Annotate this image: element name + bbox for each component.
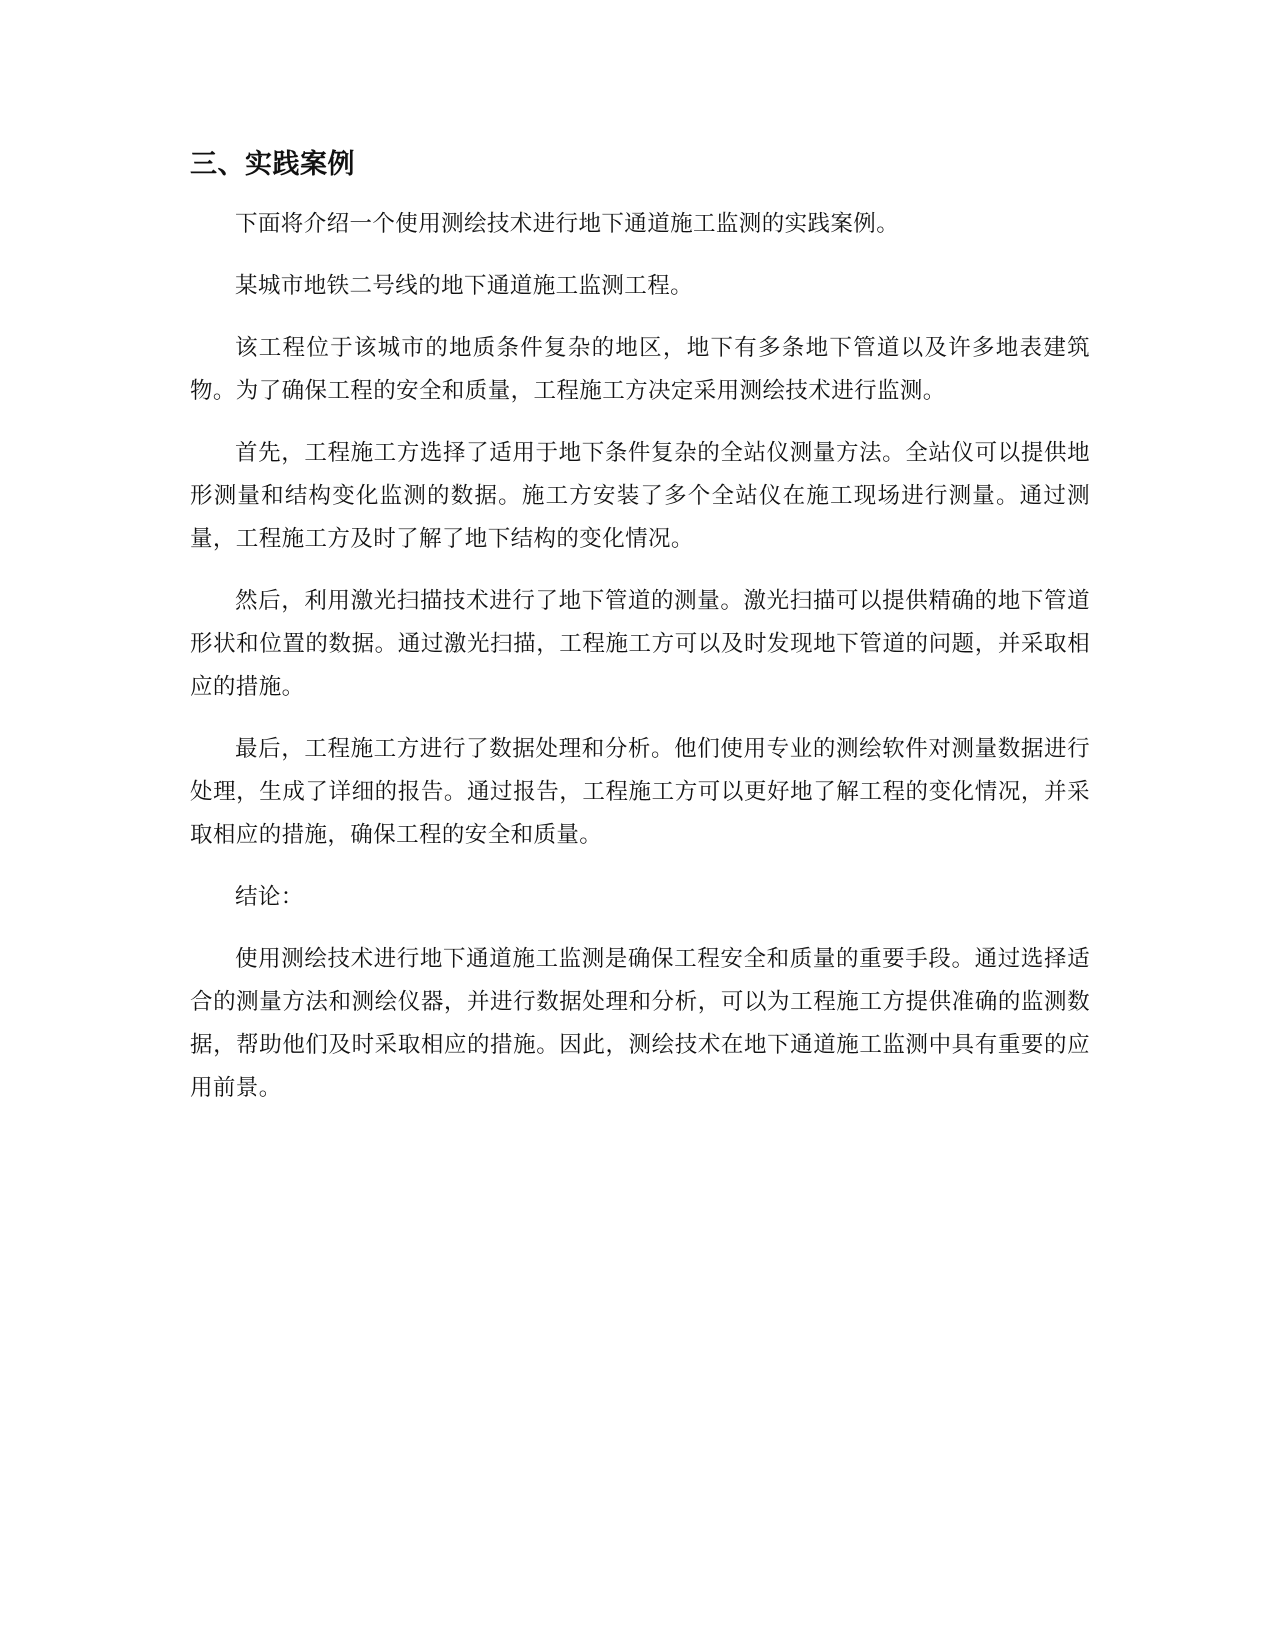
paragraph-project-location: 该工程位于该城市的地质条件复杂的地区，地下有多条地下管道以及许多地表建筑物。为了确保工程的安全和质量，工程施工方决定采用测绘技术进行监测。 [190, 335, 1090, 404]
paragraph-conclusion: 使用测绘技术进行地下通道施工监测是确保工程安全和质量的重要手段。通过选择适合的测量方法和测绘仪器，并进行数据处理和分析，可以为工程施工方提供准确的监测数据，帮助他们及时采取相应的措施。因此，测绘技术在地下通道施工监测中具有重要的应用前景。 [190, 946, 1090, 1101]
section-heading: 三、实践案例 [190, 149, 355, 180]
paragraph-laser-scanning: 然后，利用激光扫描技术进行了地下管道的测量。激光扫描可以提供精确的地下管道形状和位置的数据。通过激光扫描，工程施工方可以及时发现地下管道的问题，并采取相应的措施。 [190, 588, 1090, 700]
paragraph-intro: 下面将介绍一个使用测绘技术进行地下通道施工监测的实践案例。 [235, 211, 900, 237]
paragraph-total-station: 首先，工程施工方选择了适用于地下条件复杂的全站仪测量方法。全站仪可以提供地形测量和结构变化监测的数据。施工方安装了多个全站仪在施工现场进行测量。通过测量，工程施工方及时了解了地下结构的变化情况。 [190, 440, 1090, 552]
paragraph-project-name: 某城市地铁二号线的地下通道施工监测工程。 [235, 273, 694, 299]
paragraph-conclusion-label: 结论： [235, 884, 304, 910]
paragraph-data-processing: 最后，工程施工方进行了数据处理和分析。他们使用专业的测绘软件对测量数据进行处理，生成了详细的报告。通过报告，工程施工方可以更好地了解工程的变化情况，并采取相应的措施，确保工程的安全和质量。 [190, 736, 1090, 848]
document-body [190, 145, 1090, 1129]
